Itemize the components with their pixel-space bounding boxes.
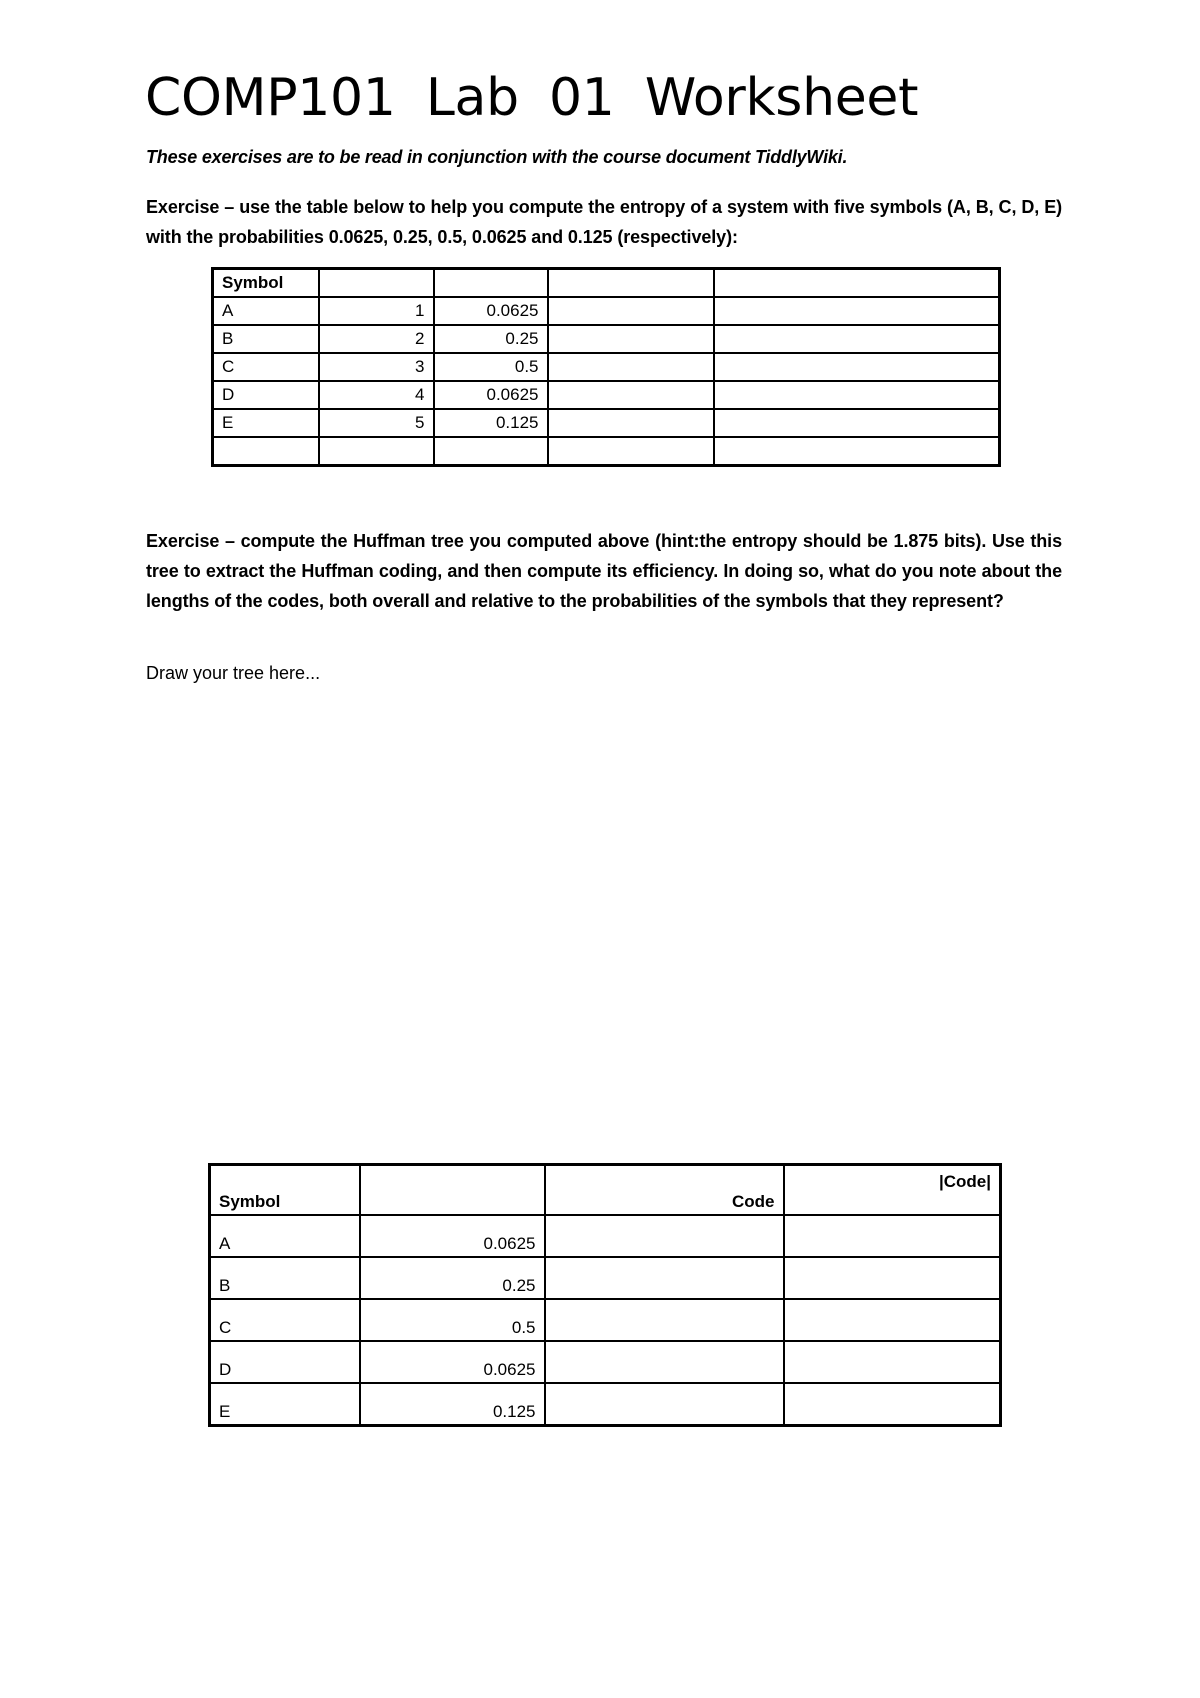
blank-cell xyxy=(319,437,434,466)
subtitle-note: These exercises are to be read in conjunction with the course document TiddlyWiki. xyxy=(146,147,848,167)
exercise-entropy-text: Exercise – use the table below to help you compute the entropy of a system with five symbols (A, B, C, D, E) with the probabilities 0.0625, 0.25, 0.5, 0.0625 and 0.125 (respectively): xyxy=(146,197,1062,247)
header-cell xyxy=(434,269,548,298)
header-cell: Code xyxy=(545,1165,784,1216)
blank-cell xyxy=(548,325,714,353)
probability-cell: 0.125 xyxy=(434,409,548,437)
code-length-cell xyxy=(784,1215,1001,1257)
code-cell xyxy=(545,1383,784,1426)
page-title: COMP101 Lab 01 Worksheet xyxy=(145,68,919,128)
blank-cell xyxy=(714,437,1000,466)
table-row xyxy=(210,1341,1001,1383)
exercise-huffman-text: Exercise – compute the Huffman tree you computed above (hint:the entropy should be 1.875 bits). Use this tree to extract the Huffman coding, and then compute its efficiency. In doing so, what do you note about the lengths of the codes, both overall and relative to the probabilities of the symbols that they represent? xyxy=(146,531,1062,611)
blank-cell xyxy=(213,437,319,466)
code-length-cell xyxy=(784,1383,1001,1426)
probability-cell: 0.0625 xyxy=(434,381,548,409)
probability-cell: 0.0625 xyxy=(434,297,548,325)
probability-cell: 0.25 xyxy=(360,1257,545,1299)
symbol-cell: B xyxy=(213,325,319,353)
huffman-code-table xyxy=(208,1163,1002,1427)
probability-cell: 0.0625 xyxy=(360,1215,545,1257)
code-length-cell xyxy=(784,1257,1001,1299)
table-header-row xyxy=(213,269,1000,298)
header-cell xyxy=(319,269,434,298)
symbol-cell: C xyxy=(210,1299,360,1341)
blank-cell xyxy=(548,437,714,466)
table-row xyxy=(213,437,1000,466)
index-cell: 1 xyxy=(319,297,434,325)
code-cell xyxy=(545,1257,784,1299)
code-length-cell xyxy=(784,1299,1001,1341)
blank-cell xyxy=(434,437,548,466)
probability-cell: 0.0625 xyxy=(360,1341,545,1383)
header-cell xyxy=(548,269,714,298)
code-cell xyxy=(545,1299,784,1341)
table-header-row xyxy=(210,1165,1001,1216)
blank-cell xyxy=(714,353,1000,381)
header-cell: Symbol xyxy=(210,1165,360,1216)
symbol-cell: A xyxy=(210,1215,360,1257)
symbol-cell: D xyxy=(210,1341,360,1383)
blank-cell xyxy=(714,325,1000,353)
index-cell: 3 xyxy=(319,353,434,381)
blank-cell xyxy=(714,381,1000,409)
table-row xyxy=(213,297,1000,325)
header-cell: |Code| xyxy=(784,1165,1001,1216)
blank-cell xyxy=(548,409,714,437)
code-cell xyxy=(545,1341,784,1383)
table-row xyxy=(210,1215,1001,1257)
table-row xyxy=(210,1383,1001,1426)
blank-cell xyxy=(548,297,714,325)
symbol-cell: C xyxy=(213,353,319,381)
symbol-cell: A xyxy=(213,297,319,325)
probability-cell: 0.125 xyxy=(360,1383,545,1426)
table-row xyxy=(213,353,1000,381)
symbol-cell: B xyxy=(210,1257,360,1299)
probability-cell: 0.5 xyxy=(360,1299,545,1341)
symbol-cell: E xyxy=(210,1383,360,1426)
code-length-cell xyxy=(784,1341,1001,1383)
table-row xyxy=(210,1257,1001,1299)
table-row xyxy=(210,1299,1001,1341)
table-row xyxy=(213,409,1000,437)
probability-cell: 0.5 xyxy=(434,353,548,381)
symbol-cell: E xyxy=(213,409,319,437)
header-cell xyxy=(714,269,1000,298)
index-cell: 4 xyxy=(319,381,434,409)
header-cell: Symbol xyxy=(213,269,319,298)
index-cell: 5 xyxy=(319,409,434,437)
table-row xyxy=(213,325,1000,353)
entropy-table xyxy=(211,267,1001,467)
table-row xyxy=(213,381,1000,409)
blank-cell xyxy=(548,381,714,409)
probability-cell: 0.25 xyxy=(434,325,548,353)
symbol-cell: D xyxy=(213,381,319,409)
blank-cell xyxy=(548,353,714,381)
code-cell xyxy=(545,1215,784,1257)
blank-cell xyxy=(714,409,1000,437)
index-cell: 2 xyxy=(319,325,434,353)
draw-tree-prompt: Draw your tree here... xyxy=(146,663,321,683)
blank-cell xyxy=(714,297,1000,325)
header-cell xyxy=(360,1165,545,1216)
